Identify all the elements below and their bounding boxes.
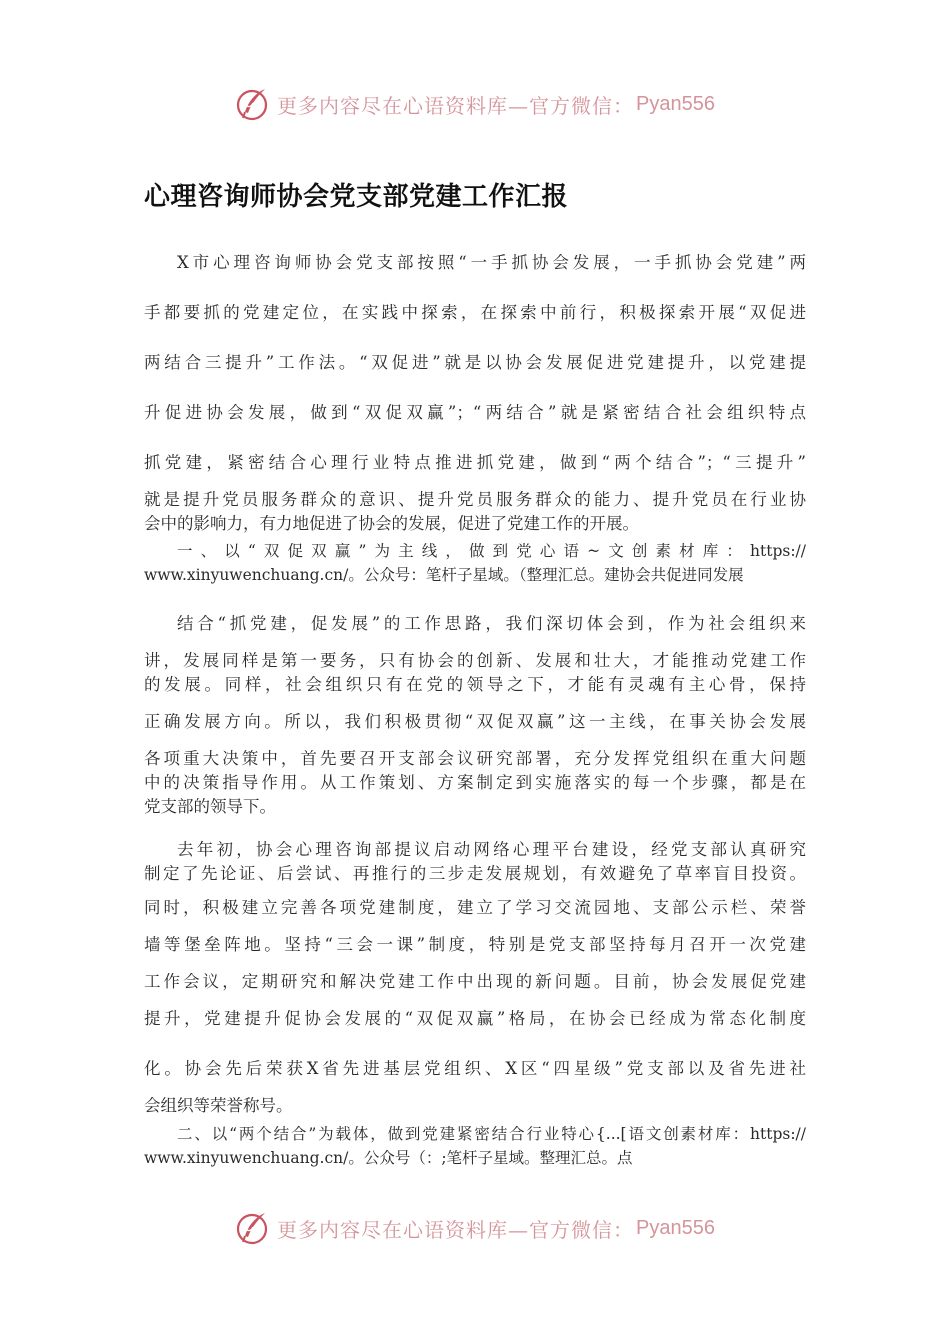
- text-line: www.xinyuwenchuang.cn/。公众号：笔杆子星域。（整理汇总。建协会共促进同发展: [144, 566, 744, 584]
- paragraph-body-2: [144, 838, 806, 1118]
- footer-banner: [0, 1208, 950, 1248]
- text-line: 正确发展方向。所以，我们积极贯彻“双促双赢”这一主线，在事关协会发展: [144, 712, 806, 731]
- quill-logo-icon: [235, 86, 271, 122]
- text-line: 提升，党建提升促协会发展的“双促双赢”格局，在协会已经成为常态化制度: [144, 1009, 806, 1028]
- text-line: 一、以“双促双赢”为主线，做到党心语~文创素材库：https://: [177, 542, 806, 560]
- section-heading-1: [144, 539, 806, 587]
- text-line: 讲，发展同样是第一要务，只有协会的创新、发展和壮大，才能推动党建工作: [144, 651, 806, 670]
- document-title: 心理咨询师协会党支部党建工作汇报: [144, 182, 569, 212]
- text-line: 去年初，协会心理咨询部提议启动网络心理平台建设，经党支部认真研究: [177, 840, 806, 859]
- text-line: 就是提升党员服务群众的意识、提升党员服务群众的能力、提升党员在行业协: [144, 490, 806, 509]
- text-line: 二、以“两个结合”为载体，做到党建紧密结合行业特心{...[语文创素材库：https://: [177, 1125, 806, 1143]
- text-line: 墙等堡垒阵地。坚持“三会一课”制度，特别是党支部坚持每月召开一次党建: [144, 935, 806, 954]
- text-line: 中的决策指导作用。从工作策划、方案制定到实施落实的每一个步骤，都是在: [144, 773, 806, 792]
- text-line: 结合“抓党建，促发展”的工作思路，我们深切体会到，作为社会组织来: [177, 614, 806, 633]
- text-line: 制定了先论证、后尝试、再推行的三步走发展规划，有效避免了草率盲目投资。: [144, 864, 806, 883]
- text-line: 工作会议，定期研究和解决党建工作中出现的新问题。目前，协会发展促党建: [144, 972, 806, 991]
- text-line: 升促进协会发展，做到“双促双赢”；“两结合”就是紧密结合社会组织特点: [144, 403, 806, 422]
- text-line: 两结合三提升”工作法。“双促进”就是以协会发展促进党建提升，以党建提: [144, 353, 806, 372]
- wechat-id: Pyan556: [636, 1216, 715, 1239]
- paragraph-body-1: [144, 612, 806, 819]
- text-line: 会组织等荣誉称号。: [144, 1096, 293, 1115]
- text-line: 的发展。同样，社会组织只有在党的领导之下，才能有灵魂有主心骨，保持: [144, 675, 806, 694]
- text-line: 同时，积极建立完善各项党建制度，建立了学习交流园地、支部公示栏、荣誉: [144, 898, 806, 917]
- text-line: X市心理咨询师协会党支部按照“一手抓协会发展，一手抓协会党建”两: [177, 253, 806, 272]
- quill-logo-icon: [235, 1210, 271, 1246]
- section-heading-2: [144, 1122, 806, 1170]
- banner-text: 更多内容尽在心语资料库—官方微信：: [277, 1217, 635, 1242]
- text-line: 手都要抓的党建定位，在实践中探索，在探索中前行，积极探索开展“双促进: [144, 303, 806, 322]
- text-line: 化。协会先后荣获X省先进基层党组织、X区“四星级”党支部以及省先进社: [144, 1059, 806, 1078]
- wechat-id: Pyan556: [636, 92, 715, 115]
- banner-text: 更多内容尽在心语资料库—官方微信：: [277, 93, 635, 118]
- paragraph-intro: [144, 238, 806, 536]
- text-line: 抓党建，紧密结合心理行业特点推进抓党建，做到“两个结合”；“三提升”: [144, 453, 806, 472]
- text-line: 会中的影响力，有力地促进了协会的发展，促进了党建工作的开展。: [144, 514, 639, 533]
- text-line: www.xinyuwenchuang.cn/。公众号（：;笔杆子星域。整理汇总。点: [144, 1149, 633, 1167]
- header-banner: [0, 84, 950, 124]
- text-line: 党支部的领导下。: [144, 797, 276, 816]
- text-line: 各项重大决策中，首先要召开支部会议研究部署，充分发挥党组织在重大问题: [144, 749, 806, 768]
